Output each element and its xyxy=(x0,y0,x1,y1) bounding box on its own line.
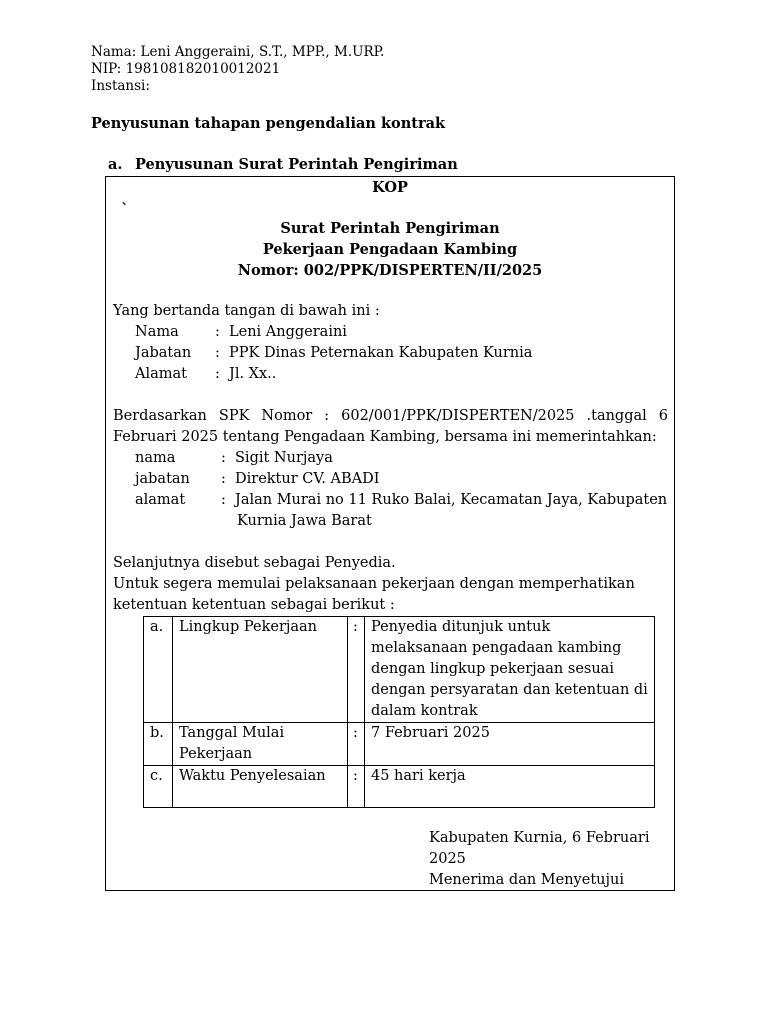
signer-address-colon: : xyxy=(215,366,220,382)
author-name: Nama: Leni Anggeraini, S.T., MPP., M.URP. xyxy=(91,44,385,60)
recipient-name-colon: : xyxy=(221,450,226,466)
sign-approval: Menerima dan Menyetujui xyxy=(429,872,624,888)
intro-text: Yang bertanda tangan di bawah ini : xyxy=(113,303,380,319)
subsection-heading xyxy=(108,154,458,175)
term-colon: : xyxy=(348,766,365,808)
letter-body xyxy=(113,301,668,616)
term-value: Penyedia ditunjuk untuk melaksanaan pengadaan kambing dengan lingkup pekerjaan sesuai dengan persyaratan dan ketentuan di dalam kontrak xyxy=(365,617,655,723)
letter-title: Surat Perintah Pengiriman xyxy=(280,220,500,237)
recipient-address-row xyxy=(113,490,668,511)
letter-number: Nomor: 002/PPK/DISPERTEN/II/2025 xyxy=(237,262,543,279)
term-value: 45 hari kerja xyxy=(365,766,655,808)
term-index: b. xyxy=(144,723,173,766)
letter-box xyxy=(105,176,675,891)
table-row xyxy=(144,766,655,808)
term-value: 7 Februari 2025 xyxy=(365,723,655,766)
signer-position-label: Jabatan xyxy=(135,345,192,361)
recipient-position-row xyxy=(113,469,668,490)
signer-address-value: Jl. Xx.. xyxy=(229,366,277,382)
term-label: Lingkup Pekerjaan xyxy=(173,617,348,723)
term-colon: : xyxy=(348,723,365,766)
terms-table xyxy=(143,616,655,808)
recipient-position-colon: : xyxy=(221,471,226,487)
stray-mark: ` xyxy=(121,201,129,218)
recipient-position-label: jabatan xyxy=(135,471,190,487)
provider-note: Selanjutnya disebut sebagai Penyedia. xyxy=(113,555,396,571)
term-label: Tanggal Mulai Pekerjaan xyxy=(173,723,348,766)
recipient-name-label: nama xyxy=(135,450,176,466)
signer-name-row xyxy=(113,322,668,343)
recipient-address-value: Jalan Murai no 11 Ruko Balai, Kecamatan Jaya, Kabupaten xyxy=(235,492,668,508)
term-index: c. xyxy=(144,766,173,808)
recipient-address-continued: Kurnia Jawa Barat xyxy=(237,513,372,529)
sign-place-date: Kabupaten Kurnia, 6 Februari 2025 xyxy=(429,830,650,867)
term-index: a. xyxy=(144,617,173,723)
recipient-name-value: Sigit Nurjaya xyxy=(235,450,333,466)
letter-title-block xyxy=(106,218,674,281)
instruction-line-2: ketentuan ketentuan sebagai berikut : xyxy=(113,597,395,613)
subsection-index: a. xyxy=(108,156,123,173)
signer-name-label: Nama xyxy=(135,324,179,340)
signer-position-value: PPK Dinas Peternakan Kabupaten Kurnia xyxy=(229,345,533,361)
signer-name-colon: : xyxy=(215,324,220,340)
instruction-line-1: Untuk segera memulai pelaksanaan pekerjaan dengan memperhatikan xyxy=(113,576,635,592)
signer-address-label: Alamat xyxy=(135,366,187,382)
signer-name-value: Leni Anggeraini xyxy=(229,324,347,340)
signer-position-row xyxy=(113,343,668,364)
signature-block xyxy=(429,828,669,891)
recipient-address-label: alamat xyxy=(135,492,186,508)
author-nip: NIP: 198108182010012021 xyxy=(91,61,281,77)
basis-line-2: Februari 2025 tentang Pengadaan Kambing, bersama ini memerintahkan: xyxy=(113,429,657,445)
section-title: Penyusunan tahapan pengendalian kontrak xyxy=(91,115,446,132)
term-label: Waktu Penyelesaian xyxy=(173,766,348,808)
table-row xyxy=(144,723,655,766)
letter-subtitle: Pekerjaan Pengadaan Kambing xyxy=(262,241,518,258)
author-instansi: Instansi: xyxy=(91,78,150,94)
letterhead-placeholder: KOP xyxy=(372,179,408,196)
signer-position-colon: : xyxy=(215,345,220,361)
table-row xyxy=(144,617,655,723)
subsection-title: Penyusunan Surat Perintah Pengiriman xyxy=(135,156,458,173)
term-colon: : xyxy=(348,617,365,723)
recipient-position-value: Direktur CV. ABADI xyxy=(235,471,380,487)
basis-line-1: Berdasarkan SPK Nomor : 602/001/PPK/DISPERTEN/2025 .tanggal 6 xyxy=(113,408,668,424)
author-header xyxy=(91,44,384,95)
recipient-address-colon: : xyxy=(221,492,226,508)
recipient-name-row xyxy=(113,448,668,469)
signer-address-row xyxy=(113,364,668,385)
